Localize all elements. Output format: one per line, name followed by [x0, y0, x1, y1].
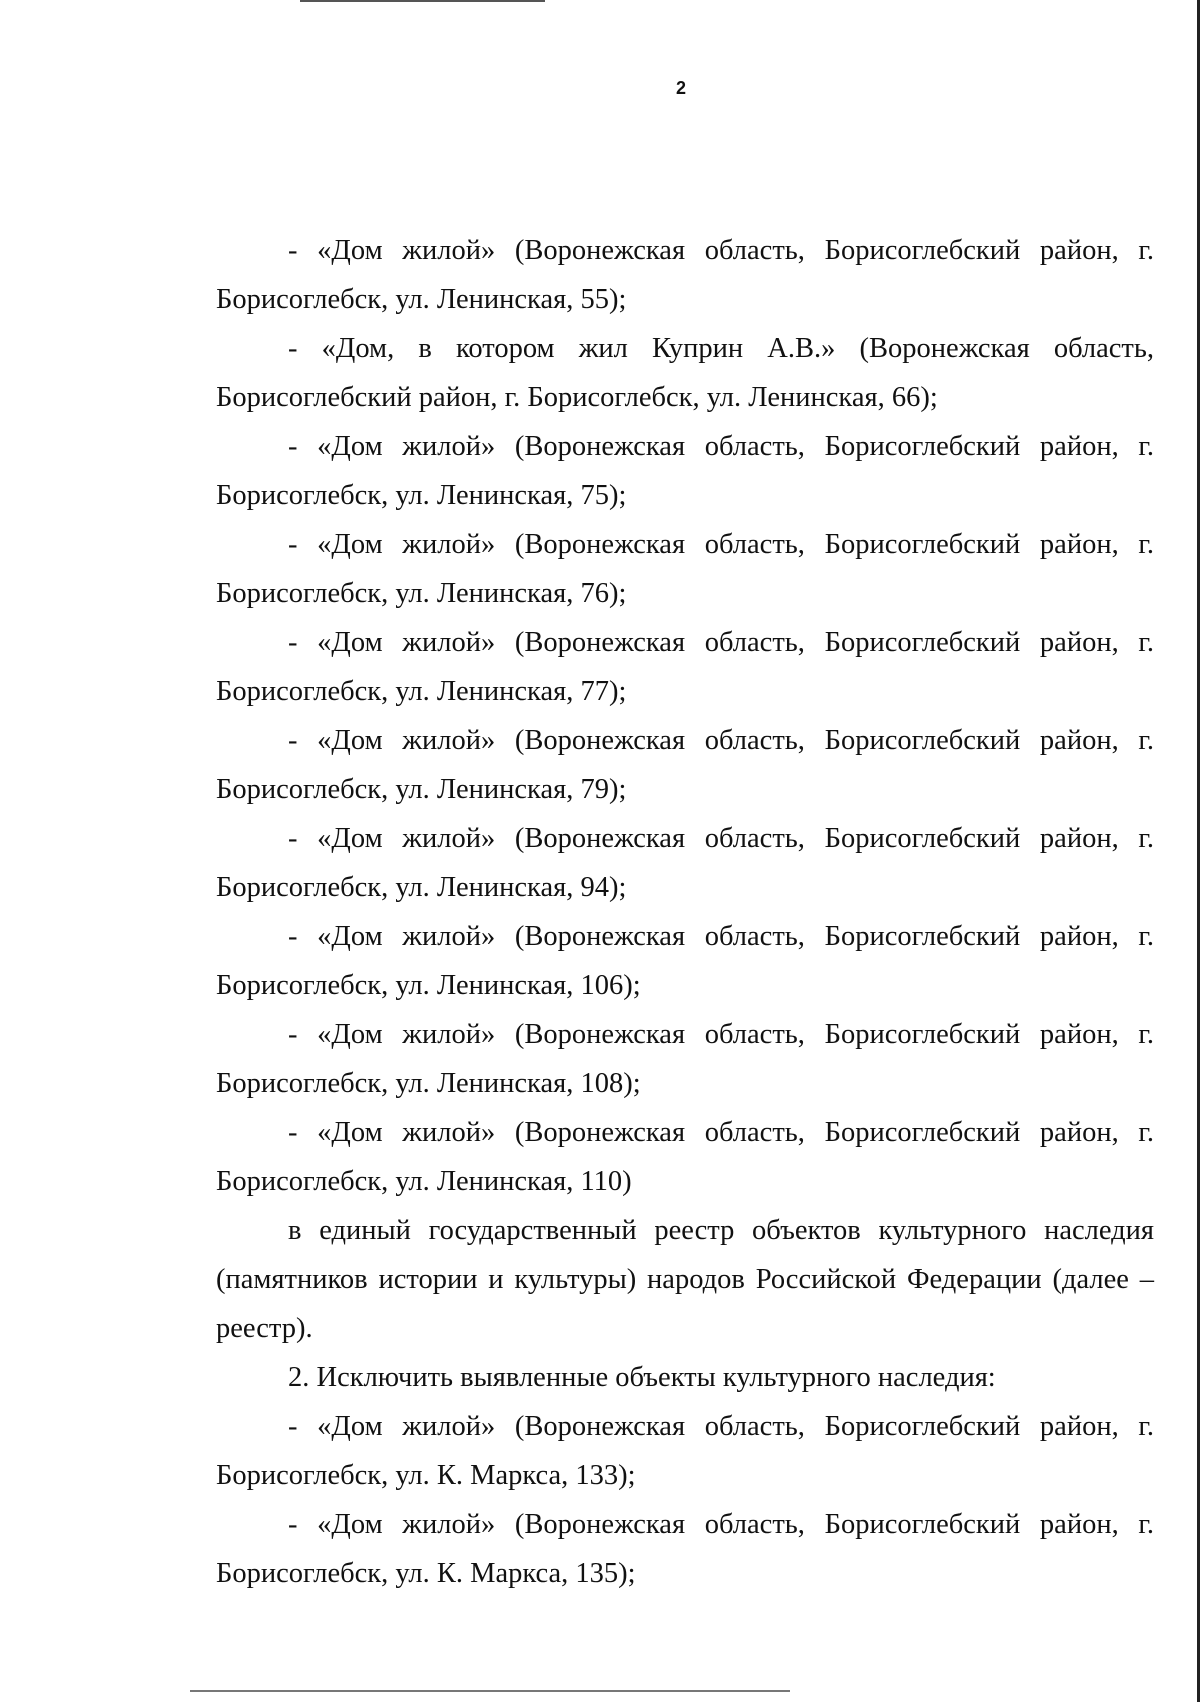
page-number: 2	[675, 78, 686, 98]
list-item: - «Дом жилой» (Воронежская область, Борисоглебский район, г. Борисоглебск, ул. Ленинская, 94);	[216, 823, 1154, 903]
document-body	[216, 226, 1154, 1598]
list-item: - «Дом, в котором жил Куприн А.В.» (Воронежская область, Борисоглебский район, г. Борисоглебск, ул. Ленинская, 66);	[216, 333, 1154, 413]
list-item: - «Дом жилой» (Воронежская область, Борисоглебский район, г. Борисоглебск, ул. Ленинская, 55);	[216, 235, 1154, 315]
list-item: - «Дом жилой» (Воронежская область, Борисоглебский район, г. Борисоглебск, ул. Ленинская, 76);	[216, 529, 1154, 609]
list-item: - «Дом жилой» (Воронежская область, Борисоглебский район, г. Борисоглебск, ул. Ленинская, 110)	[216, 1117, 1154, 1197]
list-item: - «Дом жилой» (Воронежская область, Борисоглебский район, г. Борисоглебск, ул. Ленинская, 75);	[216, 431, 1154, 511]
list-item: - «Дом жилой» (Воронежская область, Борисоглебский район, г. Борисоглебск, ул. Ленинская, 79);	[216, 725, 1154, 805]
list-item: - «Дом жилой» (Воронежская область, Борисоглебский район, г. Борисоглебск, ул. Ленинская, 77);	[216, 627, 1154, 707]
list-item: - «Дом жилой» (Воронежская область, Борисоглебский район, г. Борисоглебск, ул. К. Маркса, 135);	[216, 1509, 1154, 1589]
scan-artifact-top	[300, 0, 545, 2]
point-2-heading: 2. Исключить выявленные объекты культурного наследия:	[288, 1362, 996, 1393]
scan-artifact-bottom	[190, 1690, 790, 1692]
list-item: - «Дом жилой» (Воронежская область, Борисоглебский район, г. Борисоглебск, ул. Ленинская, 108);	[216, 1019, 1154, 1099]
list-item: - «Дом жилой» (Воронежская область, Борисоглебский район, г. Борисоглебск, ул. Ленинская, 106);	[216, 921, 1154, 1001]
list-item: - «Дом жилой» (Воронежская область, Борисоглебский район, г. Борисоглебск, ул. К. Маркса, 133);	[216, 1411, 1154, 1491]
registry-paragraph: в единый государственный реестр объектов культурного наследия (памятников истории и культуры) народов Российской Федерации (далее – реестр).	[216, 1215, 1154, 1344]
